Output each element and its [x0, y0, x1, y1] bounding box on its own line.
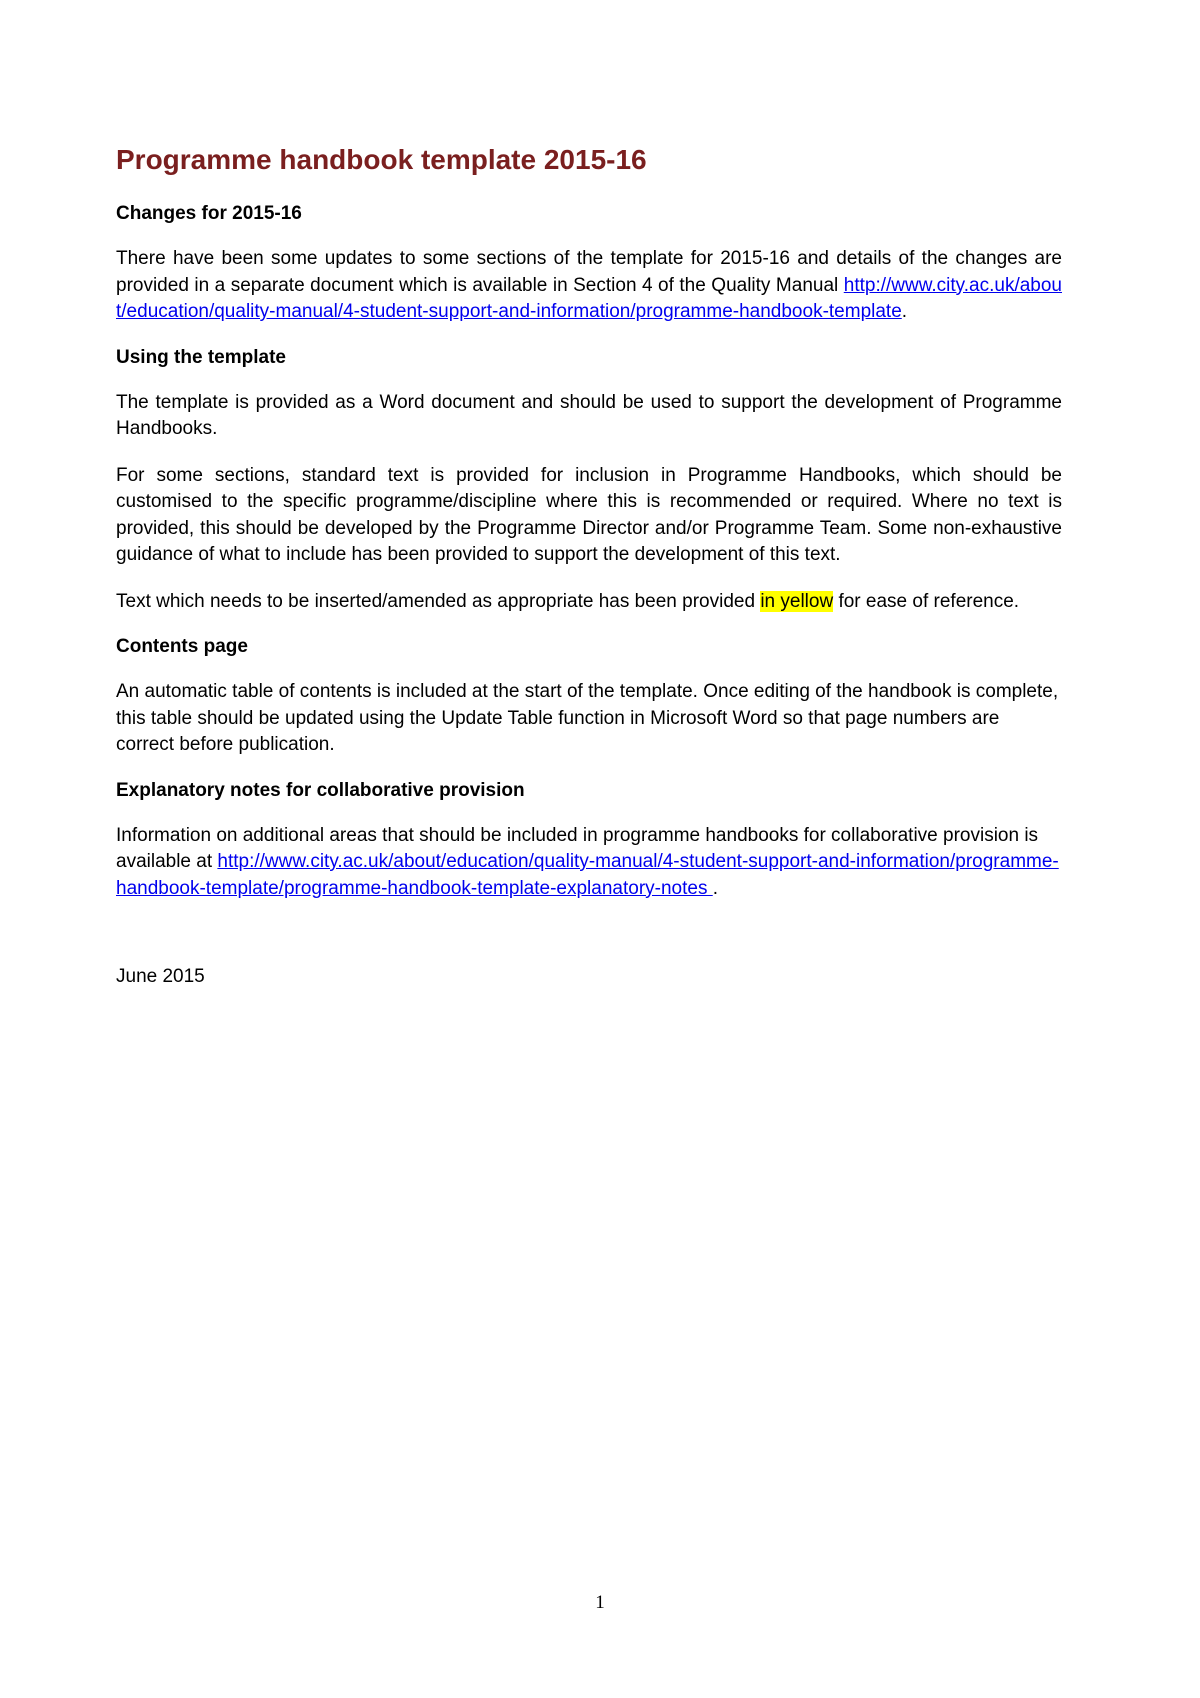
paragraph-using-2: For some sections, standard text is provided for inclusion in Programme Handbooks, which should be customised to the specific programme/discipline where this is recommended or required. Where no text is provided, this should be developed by the Programme Director and/or Programme Team. Some non-exhaustive guidance of what to include has been provided to support the development of this text. — [116, 464, 1062, 565]
using-3-before: Text which needs to be inserted/amended as appropriate has been provided — [116, 590, 761, 612]
highlighted-text: in yellow — [760, 590, 834, 612]
collab-text: Information on additional areas that should be included in programme handbooks for collaborative provision is available at — [116, 824, 1039, 872]
collab-period: . — [712, 877, 719, 899]
document-date: June 2015 — [116, 966, 205, 987]
using-3-after: for ease of reference. — [833, 590, 1020, 612]
heading-collaborative: Explanatory notes for collaborative provision — [116, 779, 525, 801]
explanatory-notes-link[interactable]: http://www.city.ac.uk/about/education/quality-manual/4-student-support-and-information/programme-handbook-template/programme-handbook-template-explanatory-notes — [116, 851, 1059, 899]
heading-using-template: Using the template — [116, 346, 286, 368]
changes-period: . — [901, 301, 908, 322]
paragraph-using-3 — [116, 589, 1062, 616]
page-title: Programme handbook template 2015-16 — [116, 144, 647, 175]
quality-manual-link[interactable]: http://www.city.ac.uk/about/education/quality-manual/4-student-support-and-information/programme-handbook-template — [116, 274, 1062, 322]
document-body — [116, 142, 1062, 990]
page-number: 1 — [595, 1592, 605, 1613]
paragraph-using-1: The template is provided as a Word document and should be used to support the development of Programme Handbooks. — [116, 391, 1062, 439]
paragraph-contents: An automatic table of contents is included at the start of the template. Once editing of the handbook is complete, this table should be updated using the Update Table function in Microsoft Word so that page numbers are correct before publication. — [116, 681, 1059, 755]
changes-text: There have been some updates to some sections of the template for 2015-16 and details of the changes are provided in a separate document which is available in Section 4 of the Quality Manual — [116, 248, 1062, 296]
heading-changes: Changes for 2015-16 — [116, 203, 302, 224]
paragraph-changes — [116, 246, 1062, 326]
paragraph-collaborative — [116, 823, 1062, 903]
heading-contents-page: Contents page — [116, 636, 248, 657]
